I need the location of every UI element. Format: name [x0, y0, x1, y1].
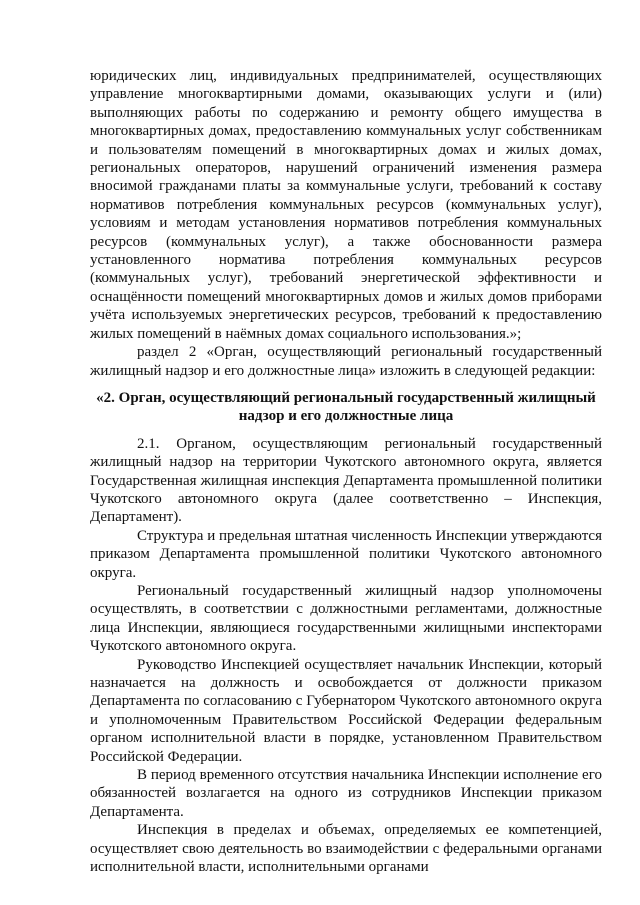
paragraph-management: Руководство Инспекцией осуществляет начальник Инспекции, который назначается на должность и освобождается от должности приказом Департамента по согласованию с Губернатором Чукотского автономного округа и уполномоченным Правительством Российской Федерации федеральным органом исполнительной власти в порядке, установленном Правительством Российской Федерации. — [90, 656, 602, 765]
paragraph-section-2-instruction: раздел 2 «Орган, осуществляющий региональный государственный жилищный надзор и его должностные лица» изложить в следующей редакции: — [90, 344, 602, 379]
paragraph-cooperation: Инспекция в пределах и объемах, определяемых ее компетенцией, осуществляет свою деятельность во взаимодействии с федеральными органами исполнительной власти, исполнительными органами — [90, 822, 602, 876]
paragraph-supervision: Региональный государственный жилищный надзор уполномочены осуществлять, в соответствии с должностными регламентами, должностные лица Инспекции, являющиеся государственными жилищными инспекторами Чукотского автономного округа. — [90, 582, 602, 655]
paragraph-2-1: 2.1. Органом, осуществляющим региональный государственный жилищный надзор на территории Чукотского автономного округа, является Государственная жилищная инспекция Департамента промышленной политики Чукотского автономного округа (далее соответственно – Инспекция, Департамент). — [90, 435, 602, 526]
section-heading: «2. Орган, осуществляющий региональный государственный жилищный надзор и его должностные лица — [96, 389, 596, 425]
paragraph-temporary-absence: В период временного отсутствия начальника Инспекции исполнение его обязанностей возлагается на одного из сотрудников Инспекции приказом Департамента. — [90, 767, 602, 820]
paragraph-structure: Структура и предельная штатная численность Инспекции утверждаются приказом Департамента промышленной политики Чукотского автономного округа. — [90, 527, 602, 581]
paragraph-continuation: юридических лиц, индивидуальных предпринимателей, осуществляющих управление многоквартирными домами, оказывающих услуги и (или) выполняющих работы по содержанию и ремонту общего имущества в многоквартирных домах, предоставлению коммунальных услуг собственникам и пользователям помещений в многоквартирных домах и жилых домах, региональных операторов, нарушений ограничений изменения размера вносимой гражданами платы за коммунальные услуги, требований к составу нормативов потребления коммунальных ресурсов (коммунальных услуг), условиям и методам установления нормативов потребления коммунальных ресурсов (коммунальных услуг), а также обоснованности размера установленного норматива потребления коммунальных ресурсов (коммунальных услуг), требований энергетической эффективности и оснащённости помещений многоквартирных домов и жилых домов приборами учёта используемых энергетических ресурсов, требований к предоставлению жилых помещений в наёмных домах социального использования.»; — [90, 68, 602, 342]
document-page — [90, 67, 602, 876]
